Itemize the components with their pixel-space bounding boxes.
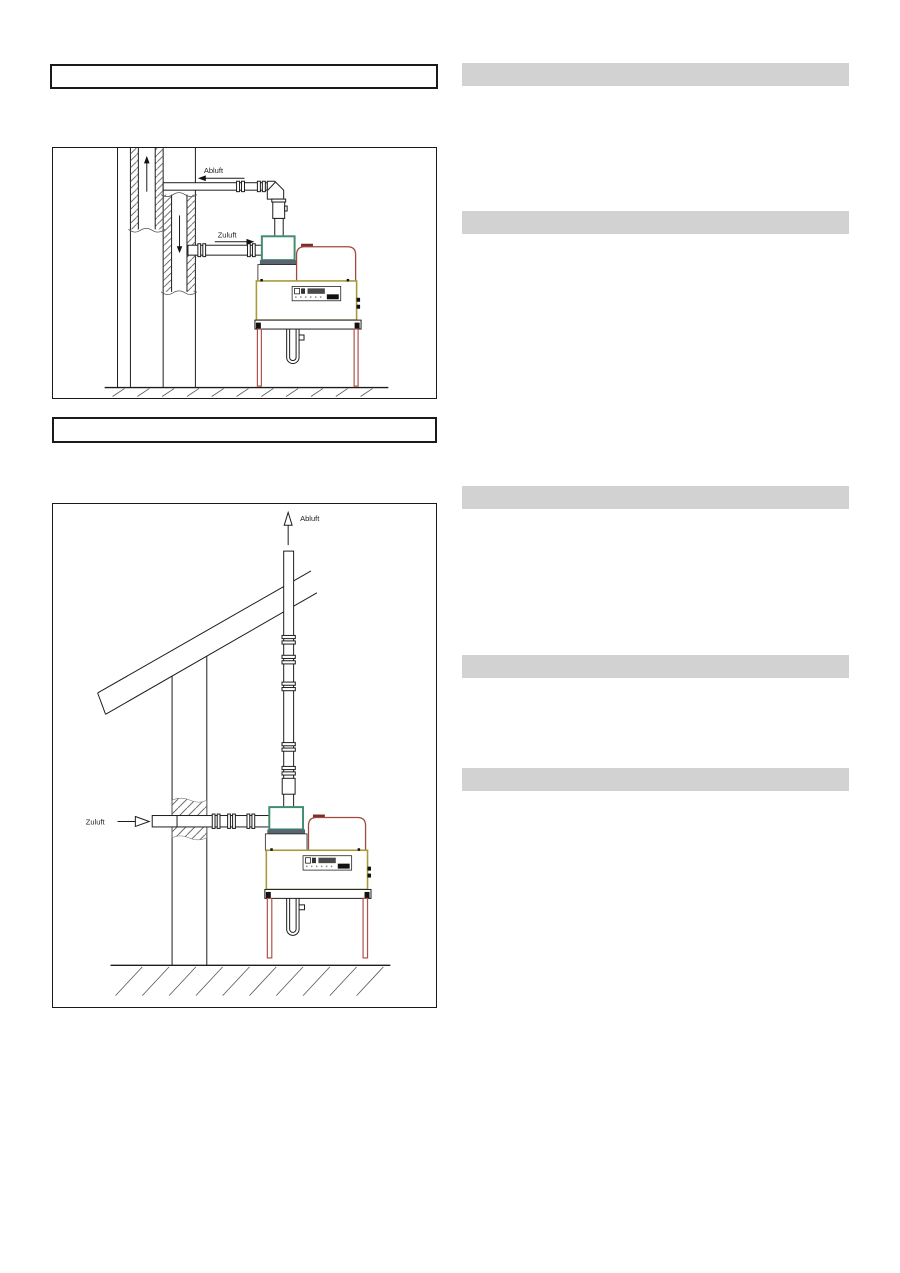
heater-unit [255,236,361,386]
heater-unit [265,807,371,958]
abluft-label: Abluft [203,165,224,175]
blower-box [265,834,307,850]
fan-housing [267,829,305,833]
caption-box-top [50,64,438,89]
heat-exchanger-box [269,807,303,829]
figure-1-drawing [53,148,436,398]
section-heading-bar-2 [462,211,849,234]
figure-roof-installation [52,503,437,1008]
abluft-annotation [198,166,245,181]
figure-2-drawing [53,504,436,1007]
elbow-90 [267,181,283,199]
abluft-annotation [284,512,320,545]
base-plate [255,320,361,329]
figure-wall-installation [52,147,437,399]
section-heading-bar-4 [462,655,849,678]
zuluft-label: Zuluft [217,230,237,240]
ground [105,388,389,397]
abluft-pipe [282,551,295,807]
lower-shaft [161,193,197,295]
siphon [287,329,304,363]
pipe-couplings [212,814,254,828]
zuluft-pipe [152,814,269,828]
siphon [287,898,305,935]
zuluft-pipe [188,244,262,257]
section-heading-bar-5 [462,768,849,791]
left-arrow-icon [198,175,245,181]
section-heading-bar-3 [462,486,849,509]
boiler-tank [308,818,365,851]
right-arrow-icon [215,239,255,245]
abluft-label: Abluft [300,513,320,523]
section-heading-bar-1 [462,63,849,86]
upper-shaft [128,148,165,232]
display [338,864,350,869]
down-arrow-icon [177,215,183,253]
control-panel [292,286,341,300]
abluft-pipe [163,181,287,236]
right-arrow-icon [117,817,149,827]
caption-box-middle [52,417,437,443]
up-arrow-icon [144,156,150,192]
zuluft-label: Zuluft [85,817,105,827]
zuluft-annotation [86,817,150,827]
boiler-tank [297,247,356,281]
ground [111,965,391,995]
base-plate [265,889,371,898]
zuluft-annotation [215,230,255,244]
fan-housing [260,260,297,264]
up-arrow-icon [284,512,292,545]
legs [267,898,367,958]
control-panel [303,856,352,870]
heat-exchanger-box [262,236,295,260]
display [327,294,339,299]
blower-box [258,265,299,281]
legs [257,329,358,386]
